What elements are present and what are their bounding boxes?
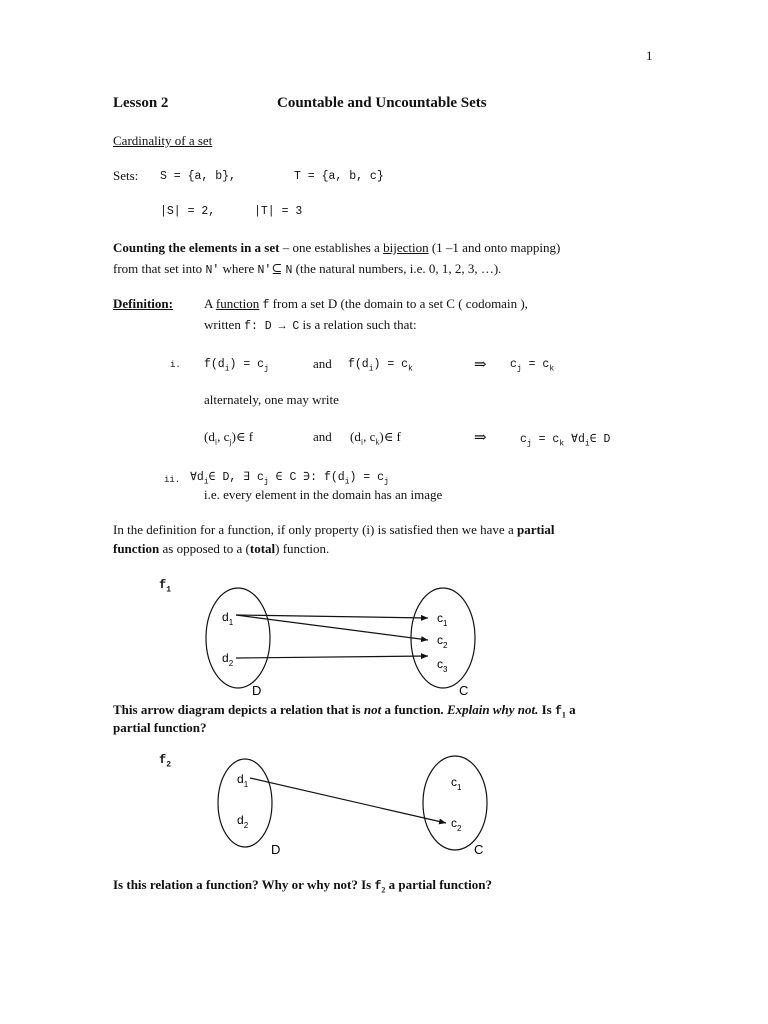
property-ii-note: i.e. every element in the domain has an image [204,487,443,502]
definition-line-2: written f: D → C is a relation such that: [204,317,417,333]
question-1-line-2: partial function? [113,720,207,735]
question-2: Is this relation a function? Why or why not? Is $f_2$ a partial function? [113,877,492,895]
property-i-lhs: $f(d_i) = c_j$ [204,358,269,374]
counting-line-1: Counting the elements in a set – one establishes a bijection (1 –1 and onto mapping) [113,240,561,255]
f1-domain-label: D [252,683,262,698]
f2-domain-ellipse [218,759,272,847]
f2-d2: $d_2$ [237,813,249,830]
f2-label: $f_2$ [159,753,172,770]
counting-bold: Counting the elements in a set [113,240,280,255]
property-i-and: and [313,356,332,371]
property-i-conclusion: $c_j = c_k$ [510,358,555,374]
lesson-label: Lesson 2 [113,95,169,111]
f2-c2: $c_2$ [451,816,462,833]
f2-arrow-d1-c2 [250,778,446,823]
page-title: Countable and Uncountable Sets [277,95,487,111]
f2-codomain-label: C [474,842,484,857]
set-t-cardinality: |T| = 3 [254,205,303,218]
f1-arrow-d2-c3 [236,656,428,658]
f2-codomain-ellipse [423,756,487,850]
alt-lhs: ($d_i$, $c_j)\in$ f [204,429,254,447]
alt-rhs: ($d_i$, $c_k)\in$ f [350,429,401,447]
alternately-text: alternately, one may write [204,392,339,407]
question-1-line-1: This arrow diagram depicts a relation that is not a function. Explain why not. Is $f_1$ a [113,702,576,720]
f1-arrow-d1-c2 [236,615,428,640]
sets-label: Sets: [113,168,139,183]
f2-c1: $c_1$ [451,775,462,792]
alt-conclusion: $c_j = c_k$ $\forall d_i\in$ D [520,433,611,449]
f1-d2: $d_2$ [222,651,234,668]
f1-arrow-d1-c1 [236,615,428,618]
page-number: 1 [646,48,653,63]
counting-line-2: from that set into N' where N'⊆ N (the natural numbers, i.e. 0, 1, 2, 3, …). [113,261,502,277]
property-i-rhs: $f(d_i) = c_k$ [348,358,413,374]
f1-c1: $c_1$ [437,611,448,628]
property-i-marker: i. [170,360,181,370]
definition-label: Definition: [113,296,173,311]
f1-c3: $c_3$ [437,657,448,674]
f1-d1: $d_1$ [222,610,234,627]
f1-c2: $c_2$ [437,633,448,650]
partial-line-1: In the definition for a function, if only property (i) is satisfied then we have a partial [113,522,555,537]
f1-label: $f_1$ [159,578,172,595]
definition-line-1: A function f from a set D (the domain to a set C ( codomain ), [204,296,528,312]
function-term: function [215,296,260,311]
implies-symbol-2: ⇒ [474,430,487,446]
f2-d1: $d_1$ [237,772,249,789]
bijection-term: bijection [383,240,429,255]
f1-codomain-label: C [459,683,469,698]
property-ii-marker: ii. [164,475,181,485]
partial-line-2: function as opposed to a (total) function. [113,541,330,556]
set-s-definition: S = {a, b}, [160,170,236,183]
implies-symbol: ⇒ [474,357,487,373]
set-t-definition: T = {a, b, c} [294,170,384,183]
set-s-cardinality: |S| = 2, [160,205,216,218]
alt-and: and [313,429,332,444]
section-heading: Cardinality of a set [113,133,213,148]
f1-domain-ellipse [206,588,270,688]
property-ii-formula: $\forall d_i\in$ D, ∃ $c_j$ ∈ C ∋: $f(d_i) = c_j$ [190,471,389,487]
f2-domain-label: D [271,842,281,857]
